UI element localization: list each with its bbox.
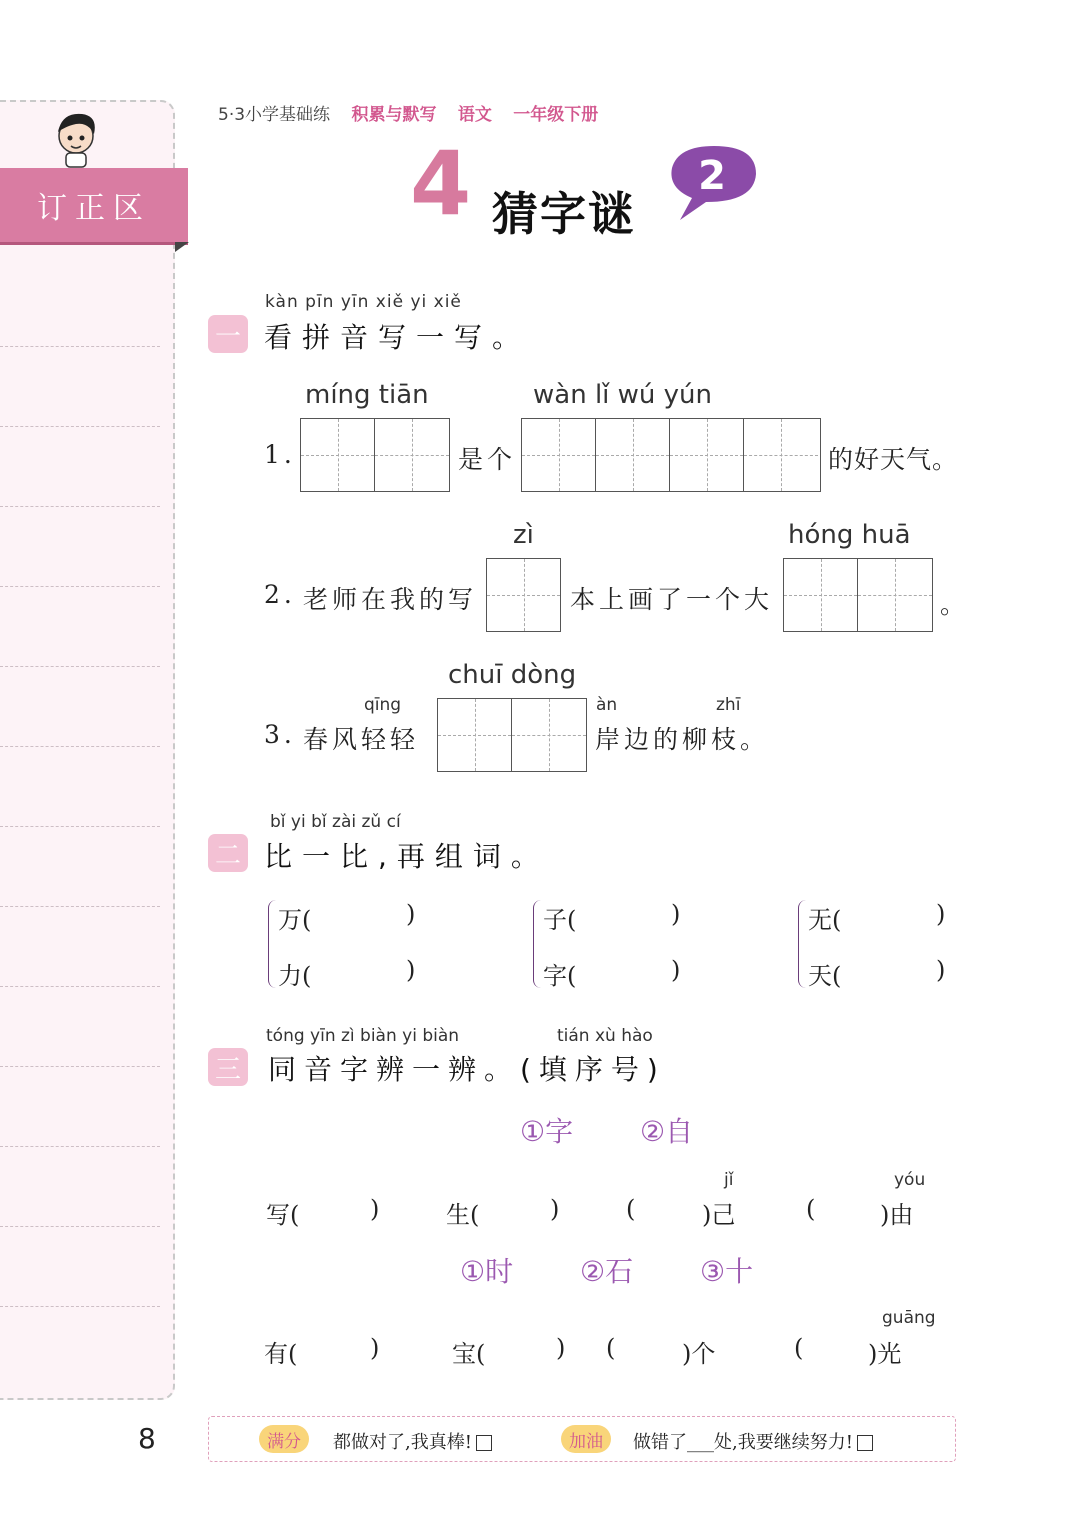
blank-bao[interactable]: 宝( [452, 1340, 486, 1368]
blank-ge: )个 [682, 1340, 716, 1368]
pinyin-guang: guāng [882, 1308, 936, 1328]
compare-char-a[interactable]: 子( [543, 906, 577, 934]
section-1-badge: 一 [208, 315, 248, 353]
q3-writing-box[interactable] [437, 698, 587, 772]
checkbox-icon[interactable] [476, 1435, 492, 1451]
correction-area-label: 订正区 [0, 168, 188, 242]
paren-close: ) [936, 956, 946, 984]
lesson-number: 4 [410, 132, 472, 235]
q2-text-end: 。 [940, 590, 970, 619]
q2-pinyin-1: zì [513, 520, 534, 550]
blank-ge-open[interactable]: ( [606, 1334, 616, 1362]
blank-guang: )光 [868, 1340, 902, 1368]
q2-number: 2. [264, 580, 296, 609]
self-assess-text-2-label: 做错了___处,我要继续努力! [633, 1432, 853, 1453]
page-number: 8 [138, 1422, 156, 1455]
pinyin-you: yóu [894, 1170, 926, 1190]
self-assess-text-1 [333, 1428, 492, 1454]
sidebar-line [0, 906, 160, 907]
q3-text-end: 岸边的柳枝。 [595, 725, 770, 754]
q3-pinyin-an: àn [596, 695, 618, 715]
blank-sheng[interactable]: 生( [446, 1201, 480, 1229]
compare-char-a[interactable]: 无( [808, 906, 842, 934]
section-3-badge: 三 [208, 1048, 248, 1086]
q1-number: 1. [264, 440, 296, 469]
q2-text-pre: 老师在我的写 [303, 585, 478, 614]
paren-close: ) [370, 1195, 380, 1223]
section-3-pinyin-1: tóng yīn zì biàn yi biàn [266, 1026, 460, 1046]
blank-guang-open[interactable]: ( [794, 1334, 804, 1362]
series-name: 5·3小学基础练 [218, 105, 331, 125]
q2-text-mid: 本上画了一个大 [570, 585, 774, 614]
blank-xie[interactable]: 写( [266, 1201, 300, 1229]
sidebar-line [0, 506, 160, 507]
paren-close: ) [370, 1334, 380, 1362]
compare-char-b[interactable]: 力( [278, 962, 312, 990]
sidebar-line [0, 1146, 160, 1147]
q3-pinyin-qing: qīng [364, 695, 402, 715]
sidebar-line [0, 1066, 160, 1067]
section-3-pinyin-2: tián xù hào [557, 1026, 653, 1046]
page-header [218, 100, 598, 125]
blank-you2[interactable]: 有( [264, 1340, 298, 1368]
q2-writing-box-1[interactable] [486, 558, 561, 632]
option-2: ②自 [640, 1115, 694, 1148]
speech-bubble-badge [662, 142, 762, 226]
sidebar-line [0, 746, 160, 747]
full-score-badge: 满分 [259, 1425, 309, 1453]
option-1: ①字 [520, 1115, 574, 1148]
sidebar-line [0, 826, 160, 827]
checkbox-icon[interactable] [857, 1435, 873, 1451]
lesson-title: 猜字谜 [492, 187, 636, 241]
paren-close: ) [550, 1195, 560, 1223]
ribbon-fold [175, 242, 189, 252]
correction-sidebar [0, 100, 175, 1400]
blank-you: )由 [880, 1201, 914, 1229]
subject-name: 语文 [457, 105, 492, 125]
compare-pair-1 [268, 900, 468, 990]
sidebar-line [0, 426, 160, 427]
paren-close: ) [936, 900, 946, 928]
self-assessment-bar [208, 1416, 956, 1462]
sidebar-line [0, 986, 160, 987]
section-1-title: 看拼音写一写。 [264, 321, 531, 354]
q1-pinyin-1: míng tiān [305, 380, 429, 410]
compare-char-a[interactable]: 万( [278, 906, 312, 934]
compare-pair-2 [533, 900, 733, 990]
paren-close: ) [671, 956, 681, 984]
compare-char-b[interactable]: 字( [543, 962, 577, 990]
q1-writing-box-1[interactable] [300, 418, 450, 492]
section-3-title: 同音字辨一辨。(填序号) [268, 1053, 666, 1086]
option-3: ③十 [700, 1255, 754, 1288]
sidebar-line [0, 586, 160, 587]
book-name: 积累与默写 [351, 105, 437, 125]
sidebar-line [0, 346, 160, 347]
blank-you-open[interactable]: ( [806, 1195, 816, 1223]
q3-pinyin-1: chuī dòng [448, 660, 577, 690]
q2-writing-box-2[interactable] [783, 558, 933, 632]
paren-close: ) [671, 900, 681, 928]
compare-pair-3 [798, 900, 998, 990]
compare-char-b[interactable]: 天( [808, 962, 842, 990]
section-2-badge: 二 [208, 834, 248, 872]
section-2-title: 比一比,再组词。 [264, 840, 549, 873]
self-assess-text-2 [633, 1428, 873, 1454]
sidebar-line [0, 1306, 160, 1307]
q1-pinyin-2: wàn lǐ wú yún [533, 380, 713, 410]
blank-ji-open[interactable]: ( [626, 1195, 636, 1223]
q1-text-end: 的好天气。 [828, 445, 959, 474]
q3-number: 3. [264, 720, 296, 749]
paren-close: ) [556, 1334, 566, 1362]
paren-close: ) [406, 956, 416, 984]
self-assess-text-1-label: 都做对了,我真棒! [333, 1432, 472, 1453]
paren-close: ) [406, 900, 416, 928]
grade-name: 一年级下册 [513, 105, 599, 125]
pinyin-ji: jǐ [724, 1170, 734, 1190]
q1-text-mid: 是个 [458, 445, 517, 474]
q3-text-pre: 春风轻轻 [303, 725, 420, 754]
q3-pinyin-zhi: zhī [716, 695, 741, 715]
keep-going-badge: 加油 [561, 1425, 611, 1453]
section-1-pinyin: kàn pīn yīn xiě yi xiě [265, 292, 462, 312]
sidebar-line [0, 1226, 160, 1227]
boy-mascot-icon [48, 108, 104, 168]
option-1: ①时 [460, 1255, 514, 1288]
q2-pinyin-2: hóng huā [788, 520, 911, 550]
lesson-part-number: 2 [698, 153, 726, 199]
blank-ji: )己 [702, 1201, 736, 1229]
section-2-pinyin: bǐ yi bǐ zài zǔ cí [270, 812, 401, 832]
sidebar-line [0, 666, 160, 667]
q1-writing-box-2[interactable] [521, 418, 821, 492]
option-2: ②石 [580, 1255, 634, 1288]
